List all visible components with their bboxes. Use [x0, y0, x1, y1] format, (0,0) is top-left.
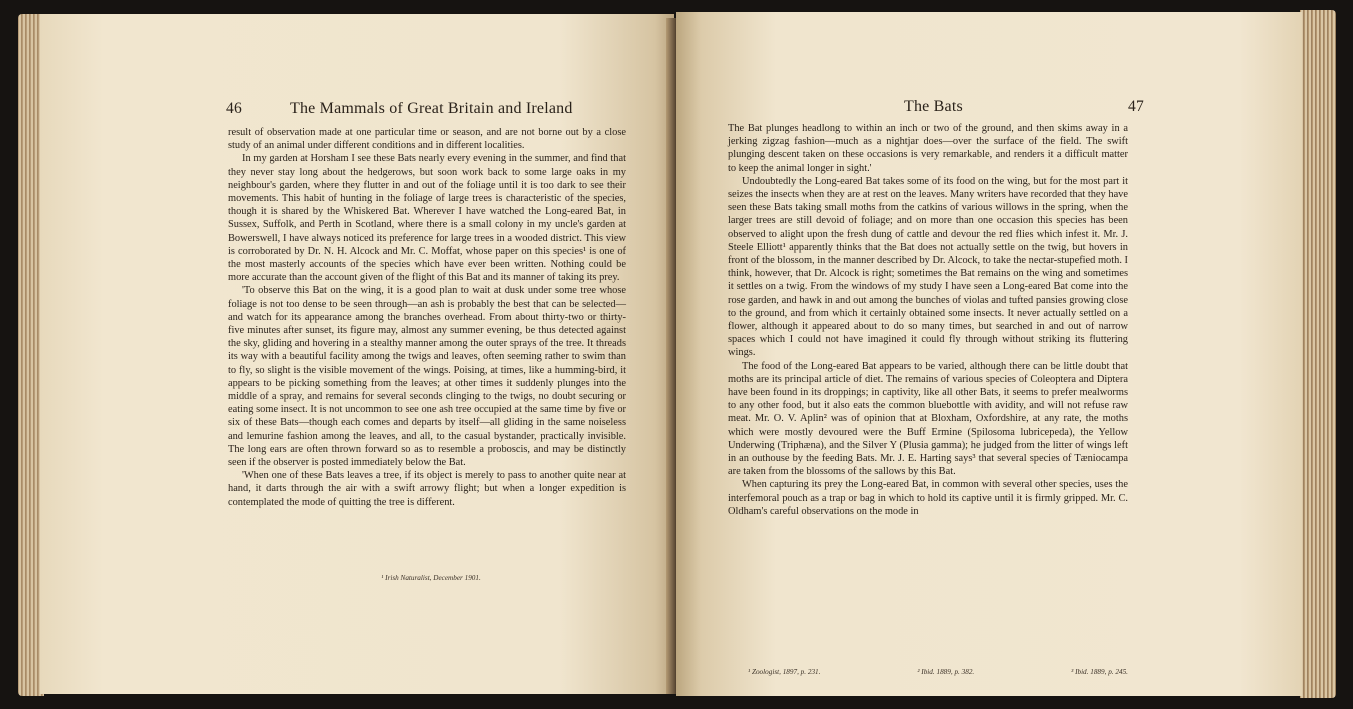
left-body-text — [228, 126, 626, 509]
footnote: ¹ Zoologist, 1897, p. 231. — [748, 668, 821, 676]
footnote: ² Ibid. 1889, p. 382. — [917, 668, 975, 676]
footnote: ³ Ibid. 1889, p. 245. — [1071, 668, 1128, 676]
paragraph: When capturing its prey the Long-eared Bat, in common with several other species, uses the interfemoral pouch as a trap or bag in which to hold its captive until it is firmly gripped. Mr. C. Oldham's careful observations on the mode in — [728, 479, 1128, 517]
paragraph: 'When one of these Bats leaves a tree, if its object is merely to pass to another quite near at hand, it darts through the air with a swift arrowy flight; but when a longer expedition is contemplated the mode of quitting the tree is different. — [228, 470, 626, 508]
right-running-title: The Bats — [904, 98, 963, 115]
paragraph: 'To observe this Bat on the wing, it is a good plan to wait at dusk under some tree whose foliage is not too dense to be seen through—an ash is probably the best that can be selected—and watch for its appearance among the branches overhead. From about thirty-two or thirty-five minutes after sunset, its figure may, almost any summer evening, be thus detected against the sky, gliding and hovering in a stealthy manner among the outer sprays of the tree. It threads its way with a beautiful facility among the twigs and leaves, often seeming rather to swim than to fly, so slight is the visible movement of the wings. Poising, at times, like a humming-bird, it appears to be picking something from the leaves; at other times it suddenly plunges into the middle of a spray, and remains for several seconds clinging to the twigs, no doubt securing or eating some insect. It is not uncommon to see one ash tree occupied at the same time by five or six of these Bats—though each comes and departs by itself—all gliding in the same noiseless and lemurine fashion among the leaves, and all, to the casual bystander, practically invisible. The long ears are often thrown forward so as to resemble a proboscis, and may be distinctly seen if the observer is posted immediately below the Bat. — [228, 285, 626, 469]
left-page-number: 46 — [226, 100, 242, 117]
right-footnotes — [748, 668, 1128, 676]
paragraph: Undoubtedly the Long-eared Bat takes some of its food on the wing, but for the most part it seizes the insects when they are at rest on the leaves. Many writers have recorded that they have seen these Bats taking small moths from the catkins of various willows in the spring, when the larger trees are still devoid of foliage; and on more than one occasion this species has been observed to alight upon the fresh dung of cattle and devour the red flies which infest it. Mr. J. Steele Elliott¹ apparently thinks that the Bat does not actually settle on the twig, but hovers in front of the blossom, in the manner described by Dr. Alcock, to take the nectar-stupefied moth. I think, however, that Dr. Alcock is right; sometimes the Bat remains on the wing and sometimes it settles on a twig. From the windows of my study I have seen a Long-eared Bat come into the rose garden, and hawk in and out among the bunches of violas and tufted pansies growing close to the ground, and from which it certainly obtained some insects. It never actually settled on a flower, although it appeared about to do so many times, but searched in and out of narrow spaces which I could not have imagined it could fly through without striking its fluttering wings. — [728, 175, 1128, 359]
paragraph: In my garden at Horsham I see these Bats nearly every evening in the summer, and find that they never stay long about the hedgerows, but soon work back to some large oaks in my neighbour's garden, where they flutter in and out of the foliage until it is too dark to see their movements. This habit of hunting in the foliage of large trees is characteristic of the species, though it is shared by the Whiskered Bat. Wherever I have watched the Long-eared Bat, in Sussex, Suffolk, and Perth in Scotland, where there is a small colony in my uncle's garden at Bowerswell, I have always noticed its preference for large trees in a wooded district. This view is corroborated by Dr. N. H. Alcock and Mr. C. Moffat, whose paper on this species¹ is one of the most masterly accounts of the species which have ever been written. Nothing could be more accurate than the account given of the flight of this Bat and its manner of taking its prey. — [228, 153, 626, 284]
right-page-edges — [1300, 10, 1336, 698]
paragraph: The food of the Long-eared Bat appears to be varied, although there can be little doubt that moths are its principal article of diet. The remains of various species of Coleoptera and Diptera have been found in its droppings; in captivity, like all other Bats, it seems to prefer mealworms to any other food, but it also eats the common bluebottle with avidity, and will not refuse raw meat. Mr. O. V. Aplin² was of opinion that at Bloxham, Oxfordshire, at any rate, the moths which were mostly devoured were the Buff Ermine (Spilosoma lubricepeda), the Yellow Underwing (Triphæna), and the Silver Y (Plusia gamma); he judged from the litter of wings left in an outhouse by the feeding Bats. Mr. J. E. Harting says³ that several species of Tæniocampa are taken from the blossoms of the sallows by this Bat. — [728, 360, 1128, 478]
left-footnotes — [236, 574, 626, 582]
right-page-number: 47 — [1128, 98, 1144, 115]
right-page — [676, 12, 1302, 696]
paragraph: The Bat plunges headlong to within an inch or two of the ground, and then skims away in a jerking zigzag fashion—much as a nightjar does—over the surface of the field. The swift plunging descent taken on these occasions is very remarkable, and renders it a difficult matter to keep the animal longer in sight.' — [728, 123, 1128, 174]
left-page — [40, 14, 674, 694]
paragraph: result of observation made at one particular time or season, and are not borne out by a close study of an animal under different conditions and in different localities. — [228, 127, 626, 152]
right-body-text — [728, 122, 1128, 518]
footnote: ¹ Irish Naturalist, December 1901. — [381, 574, 481, 582]
left-running-title: The Mammals of Great Britain and Ireland — [290, 100, 573, 117]
